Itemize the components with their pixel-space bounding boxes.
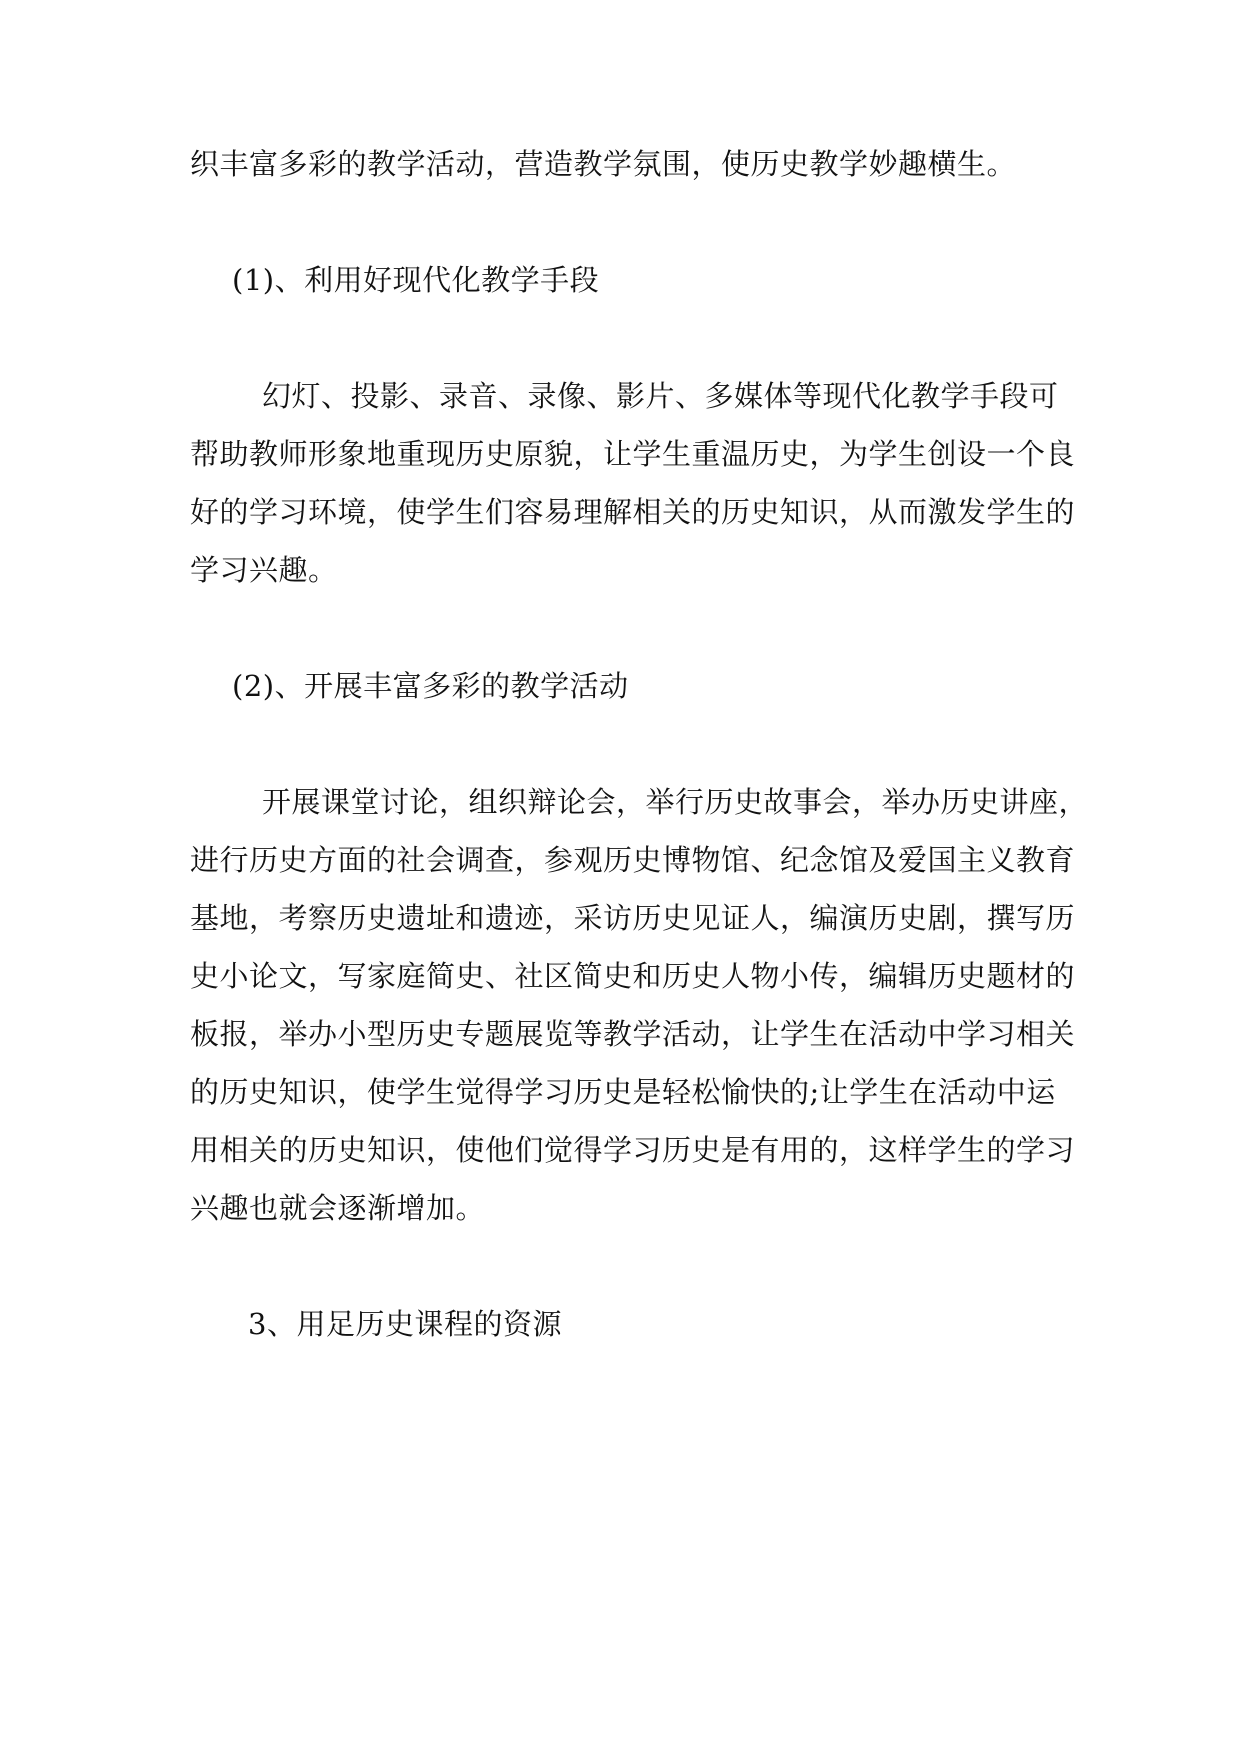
paragraph-line: 学习兴趣。 [190,553,338,587]
paragraph-line: 开展课堂讨论，组织辩论会，举行历史故事会，举办历史讲座， [262,785,1089,819]
paragraph-line: 幻灯、投影、录音、录像、影片、多媒体等现代化教学手段可 [262,379,1059,413]
paragraph-line: 进行历史方面的社会调查，参观历史博物馆、纪念馆及爱国主义教育 [190,843,1076,877]
paragraph-line: 帮助教师形象地重现历史原貌，让学生重温历史，为学生创设一个良 [190,437,1076,471]
paragraph-line: 板报，举办小型历史专题展览等教学活动，让学生在活动中学习相关 [190,1017,1076,1051]
paragraph-line: 用相关的历史知识，使他们觉得学习历史是有用的，这样学生的学习 [190,1133,1076,1167]
paragraph-line: 好的学习环境，使学生们容易理解相关的历史知识，从而激发学生的 [190,495,1076,529]
section-heading-3: 3、用足历史课程的资源 [248,1307,562,1341]
paragraph-line: 的历史知识，使学生觉得学习历史是轻松愉快的;让学生在活动中运 [190,1075,1056,1109]
paragraph-line: 史小论文，写家庭简史、社区简史和历史人物小传，编辑历史题材的 [190,959,1076,993]
paragraph-line: 织丰富多彩的教学活动，营造教学氛围，使历史教学妙趣横生。 [190,147,1017,181]
section-heading-1: (1)、利用好现代化教学手段 [232,263,600,297]
paragraph-line: 基地，考察历史遗址和遗迹，采访历史见证人，编演历史剧，撰写历 [190,901,1076,935]
section-heading-2: (2)、开展丰富多彩的教学活动 [232,669,629,703]
paragraph-line: 兴趣也就会逐渐增加。 [190,1191,486,1225]
